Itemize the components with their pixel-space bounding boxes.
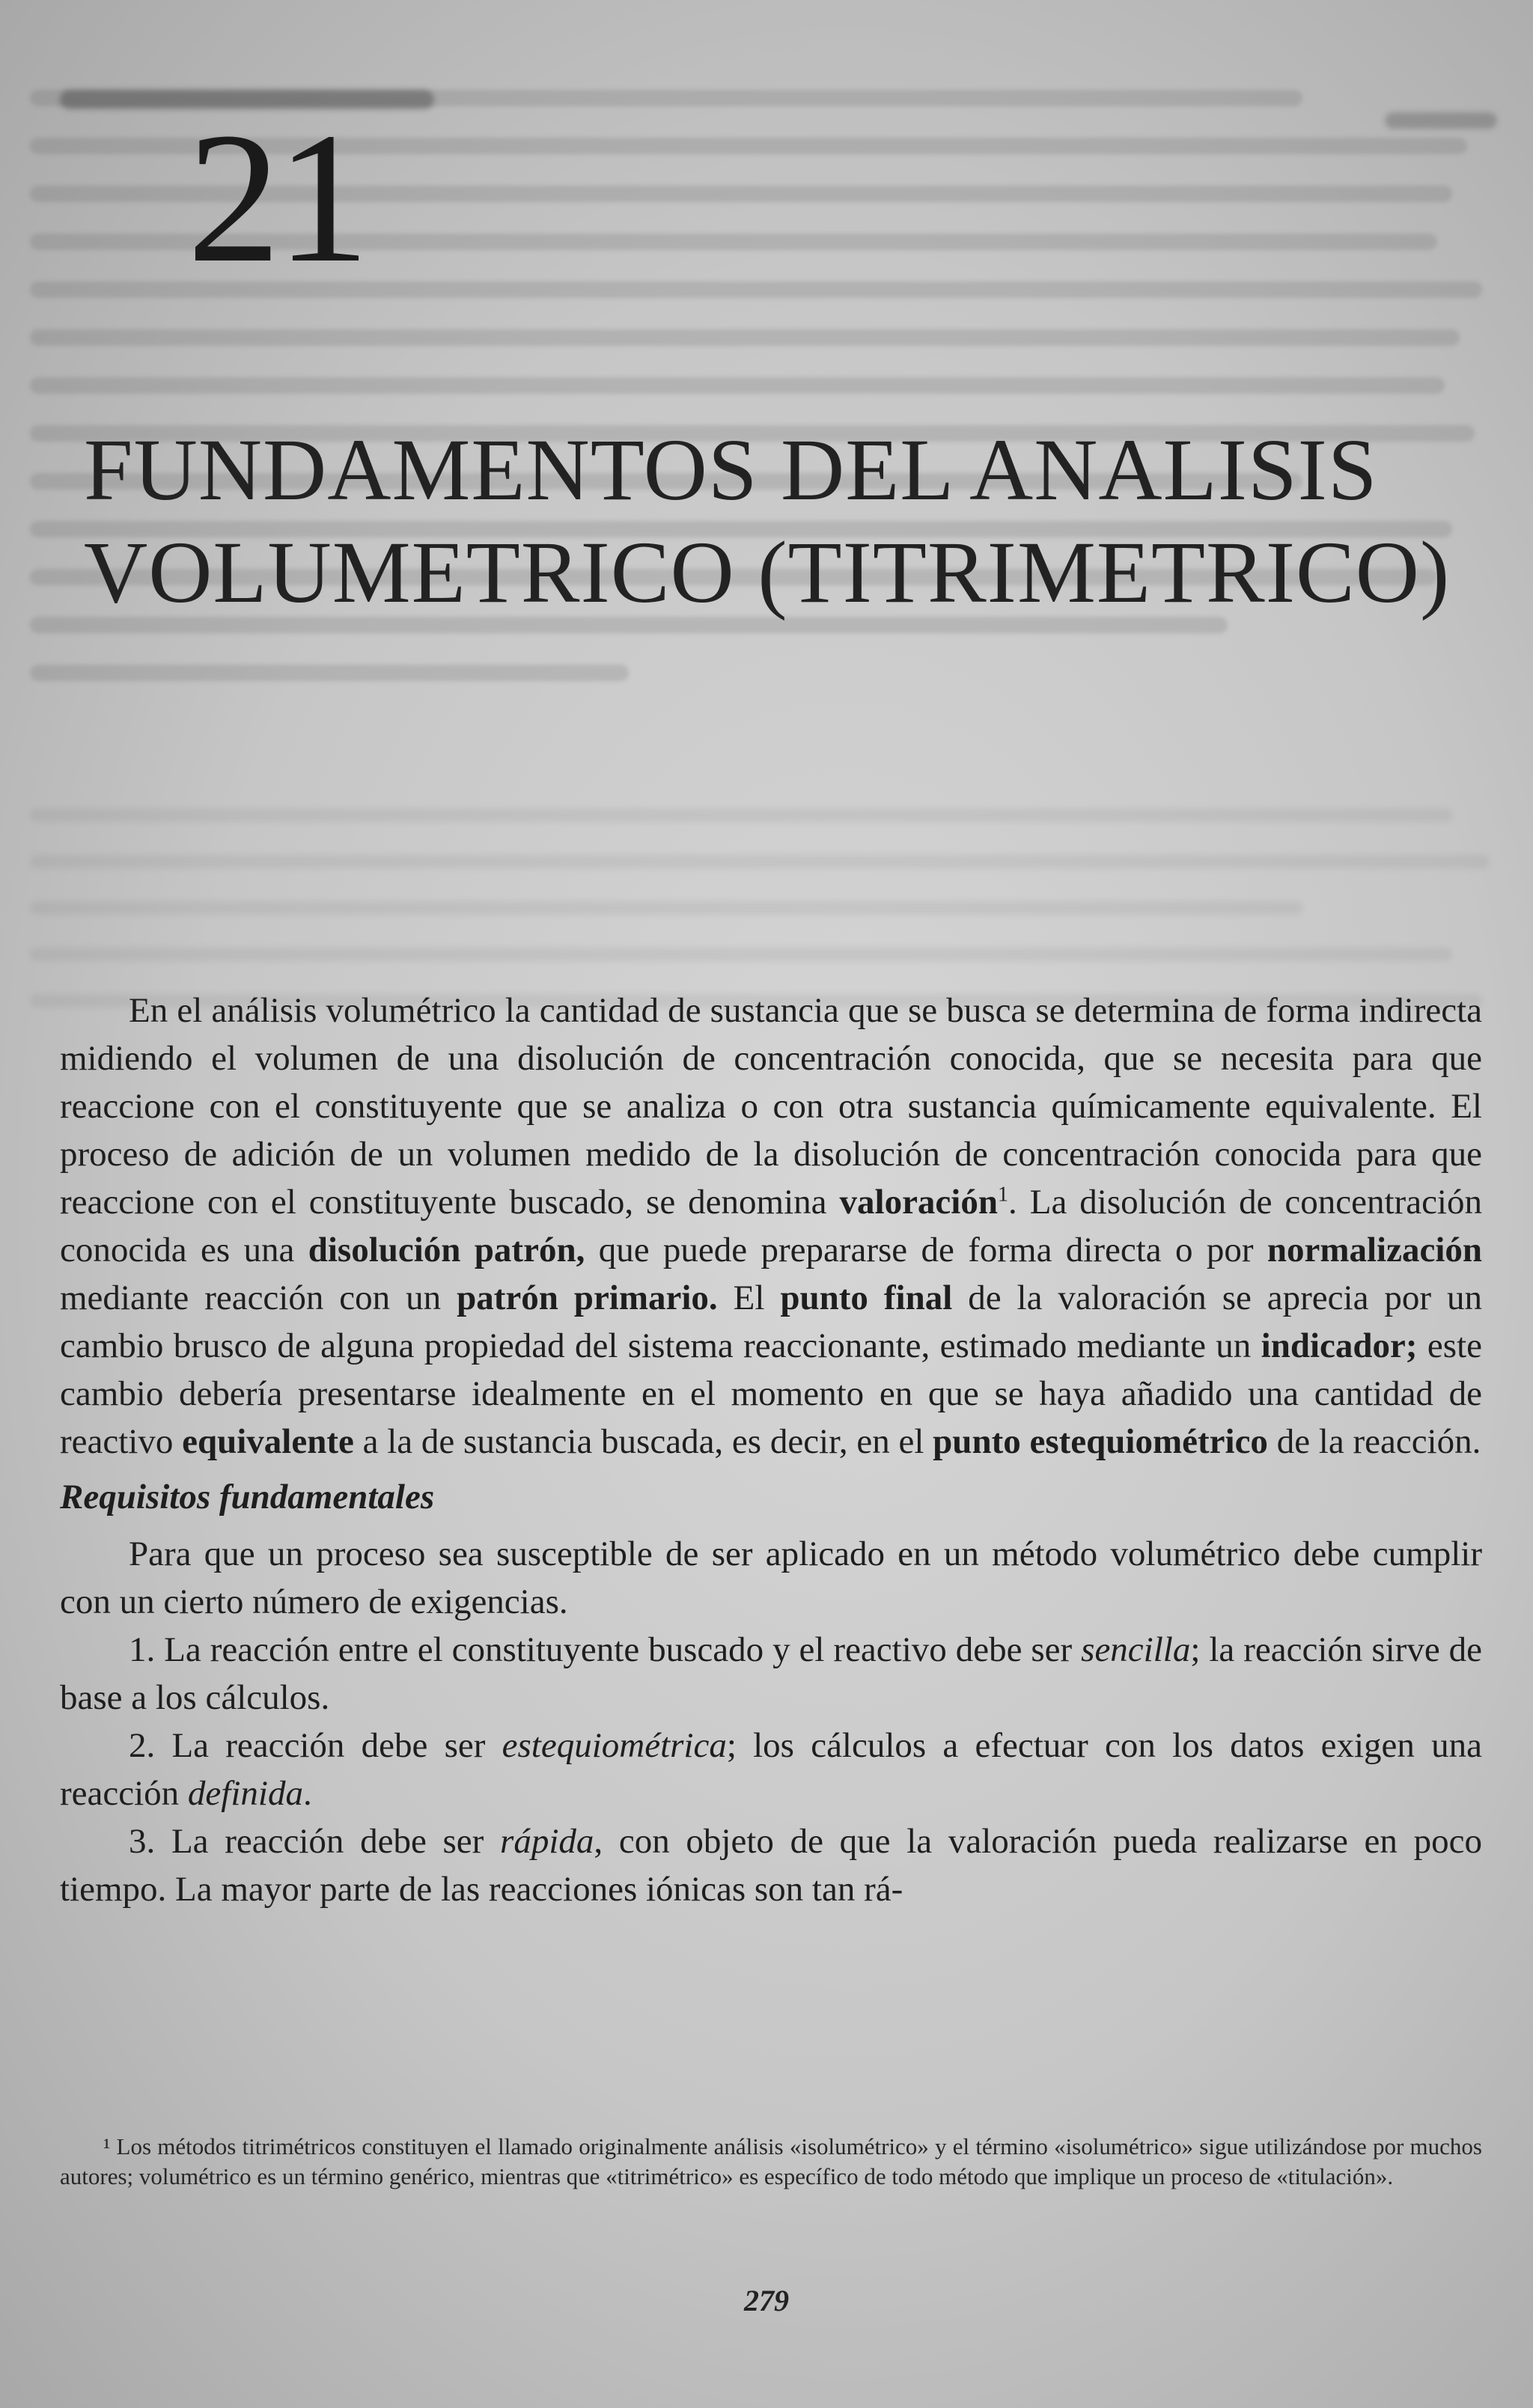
term-indicador: indicador; — [1261, 1326, 1418, 1365]
chapter-number: 21 — [187, 94, 365, 302]
footnote-mark: ¹ — [103, 2133, 111, 2159]
page-number: 279 — [744, 2284, 789, 2317]
term-disolucion-patron: disolución patrón, — [308, 1231, 585, 1269]
footnote — [60, 2132, 1482, 2192]
term-equivalente: equivalente — [182, 1422, 354, 1461]
term-patron-primario: patrón primario. — [457, 1278, 718, 1317]
term-valoracion: valoración — [839, 1183, 998, 1222]
chapter-title — [84, 419, 1506, 624]
requirement-item-2: 2. La reacción debe ser estequiométrica; los cálculos a efectuar con los datos exigen una reacción definida. — [60, 1726, 1483, 1813]
footnote-text: Los métodos titrimétricos constituyen el llamado originalmente análisis «isolumétrico» y el término «isolumétrico» sigue utilizándose por muchos autores; volumétrico es un término genérico, mientras que «titrimétrico» es específico de todo método que implique un proceso de «titulación». — [60, 2133, 1482, 2189]
term-normalizacion: normalización — [1267, 1231, 1483, 1269]
intro-paragraph: En el análisis volumétrico la cantidad de sustancia que se busca se determina de forma indirecta midiendo el volumen de una disolución de concentración conocida, que se necesita para que reaccione con el constituyente que se analiza o con otra sustancia químicamente equivalente. El proceso de adición de un volumen medido de la disolución de concentración conocida para que reaccione con el constituyente buscado, se denomina valoración$^1$. La disolución de concentración conocida es una disolución patrón, que puede prepararse de forma directa o por normalización mediante reacción con un patrón primario. El punto final de la valoración se aprecia por un cambio brusco de alguna propiedad del sistema reaccionante, estimado mediante un indicador; este cambio debería presentarse idealmente en el momento en que se haya añadido una cantidad de reactivo equivalente a la de sustancia buscada, es decir, en el punto estequiométrico de la reacción. — [60, 991, 1483, 1461]
section-heading: Requisitos fundamentales — [60, 1478, 435, 1517]
footnote-marker: 1 — [998, 1183, 1008, 1207]
requirement-item-3: 3. La reacción debe ser rápida, con objeto de que la valoración pueda realizarse en poco tiempo. La mayor parte de las reacciones iónicas son tan rá- — [60, 1822, 1482, 1909]
chapter-title-line: VOLUMETRICO (TITRIMETRICO) — [84, 522, 1451, 621]
term-punto-estequiometrico: punto estequiométrico — [933, 1422, 1268, 1461]
section-intro-paragraph: Para que un proceso sea susceptible de ser aplicado en un método volumétrico debe cumplir con un cierto número de exigencias. — [60, 1534, 1482, 1621]
body-text — [60, 987, 1482, 1913]
term-punto-final: punto final — [780, 1278, 953, 1317]
chapter-title-line: FUNDAMENTOS DEL ANALISIS — [84, 421, 1378, 519]
requirement-item-1: 1. La reacción entre el constituyente buscado y el reactivo debe ser sencilla; la reacción sirve de base a los cálculos. — [60, 1630, 1482, 1717]
